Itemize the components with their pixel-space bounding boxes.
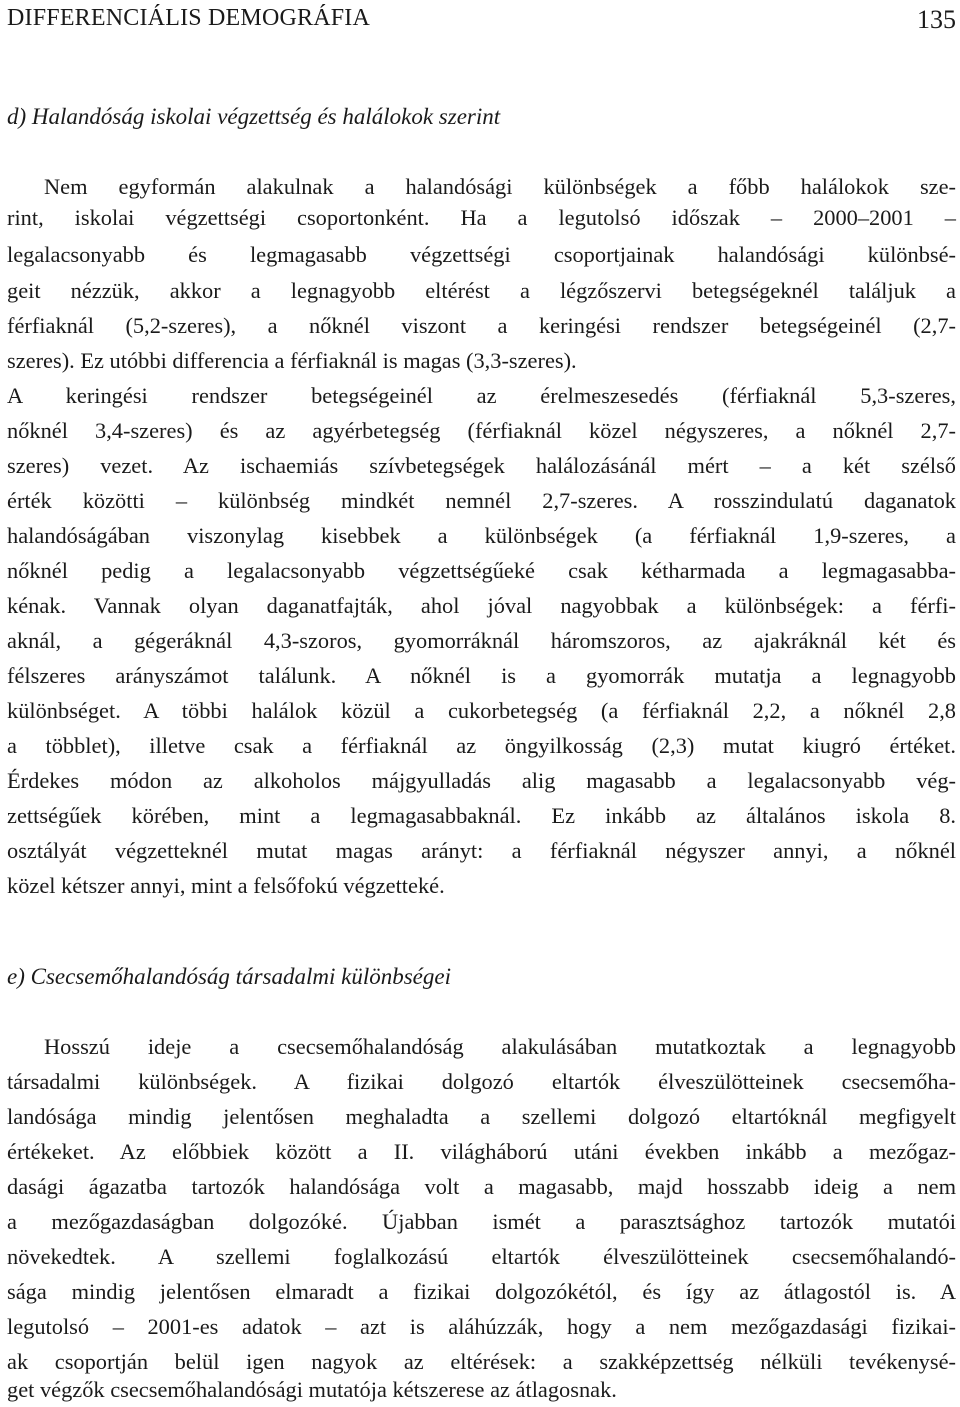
- text-line: Hosszú ideje a csecsemőhalandóság alakulásában mutatkoztak a legnagyobb: [44, 1034, 956, 1059]
- text-line: halandóságában viszonylag kisebbek a különbségek (a férfiaknál 1,9-szeres, a: [7, 523, 956, 548]
- text-line: rint, iskolai végzettségi csoportonként. Ha a legutolsó időszak – 2000–2001 –: [7, 205, 956, 230]
- text-line: szeres). Ez utóbbi differencia a férfiaknál is magas (3,3-szeres).: [7, 348, 577, 373]
- text-line: ak csoportján belül igen nagyok az eltérések: a szakképzettség nélküli tevékenysé-: [7, 1349, 956, 1374]
- text-line: férfiaknál (5,2-szeres), a nőknél viszont a keringési rendszer betegségeinél (2,7-: [7, 313, 956, 338]
- page-number: 135: [917, 5, 956, 34]
- text-line: a mezőgazdaságban dolgozóké. Újabban ismét a parasztsághoz tartozók mutatói: [7, 1209, 956, 1234]
- text-line: szeres) vezet. Az ischaemiás szívbetegségek halálozásánál mért – a két szélső: [7, 453, 956, 478]
- text-line: osztályát végzetteknél mutat magas arányt: a férfiaknál négyszer annyi, a nőknél: [7, 838, 956, 863]
- section-heading-d: d) Halandóság iskolai végzettség és halálokok szerint: [7, 104, 501, 129]
- text-line: értékeket. Az előbbiek között a II. világháború utáni években inkább a mezőgaz-: [7, 1139, 956, 1164]
- text-line: legutolsó – 2001-es adatok – azt is aláhúzzák, hogy a nem mezőgazdasági fizikai-: [7, 1314, 956, 1339]
- text-line: közel kétszer annyi, mint a felsőfokú végzetteké.: [7, 873, 445, 898]
- text-line: legalacsonyabb és legmagasabb végzettségi csoportjainak halandósági különbsé-: [7, 242, 956, 267]
- text-line: kénak. Vannak olyan daganatfajták, ahol jóval nagyobbak a különbségek: a férfi-: [7, 593, 956, 618]
- text-line: különbséget. A többi halálok közül a cukorbetegség (a férfiaknál 2,2, a nőknél 2,8: [7, 698, 956, 723]
- text-line: get végzők csecsemőhalandósági mutatója kétszerese az átlagosnak.: [7, 1377, 617, 1402]
- running-title: DIFFERENCIÁLIS DEMOGRÁFIA: [7, 5, 371, 31]
- text-line: A keringési rendszer betegségeinél az érelmeszesedés (férfiaknál 5,3-szeres,: [7, 383, 956, 408]
- text-line: nőknél 3,4-szeres) és az agyérbetegség (férfiaknál közel négyszeres, a nőknél 2,7-: [7, 418, 956, 443]
- text-line: a többlet), illetve csak a férfiaknál az öngyilkosság (2,3) mutat kiugró értéket.: [7, 733, 956, 758]
- text-line: félszeres arányszámot találunk. A nőknél is a gyomorrák mutatja a legnagyobb: [7, 663, 956, 688]
- text-line: Érdekes módon az alkoholos májgyulladás alig magasabb a legalacsonyabb vég-: [7, 768, 956, 793]
- text-line: landósága mindig jelentősen meghaladta a szellemi dolgozó eltartóknál megfigyelt: [7, 1104, 956, 1129]
- text-line: növekedtek. A szellemi foglalkozású eltartók élveszülötteinek csecsemőhalandó-: [7, 1244, 956, 1269]
- text-line: Nem egyformán alakulnak a halandósági különbségek a főbb halálokok sze-: [44, 174, 956, 199]
- text-line: geit nézzük, akkor a legnagyobb eltérést a légzőszervi betegségeknél találjuk a: [7, 278, 956, 303]
- text-line: nőknél pedig a legalacsonyabb végzettségűeké csak kétharmada a legmagasabba-: [7, 558, 956, 583]
- text-line: aknál, a gégeráknál 4,3-szoros, gyomorráknál háromszoros, az ajakráknál két és: [7, 628, 956, 653]
- text-line: társadalmi különbségek. A fizikai dolgozó eltartók élveszülötteinek csecsemőha-: [7, 1069, 956, 1094]
- text-line: érték közötti – különbség mindkét nemnél 2,7-szeres. A rosszindulatú daganatok: [7, 488, 956, 513]
- section-heading-e: e) Csecsemőhalandóság társadalmi különbségei: [7, 964, 451, 989]
- text-line: zettségűek körében, mint a legmagasabbaknál. Ez inkább az általános iskola 8.: [7, 803, 956, 828]
- text-line: sága mindig jelentősen elmaradt a fizikai dolgozókétól, és így az átlagostól is. A: [7, 1279, 956, 1304]
- text-line: dasági ágazatba tartozók halandósága volt a magasabb, majd hosszabb ideig a nem: [7, 1174, 956, 1199]
